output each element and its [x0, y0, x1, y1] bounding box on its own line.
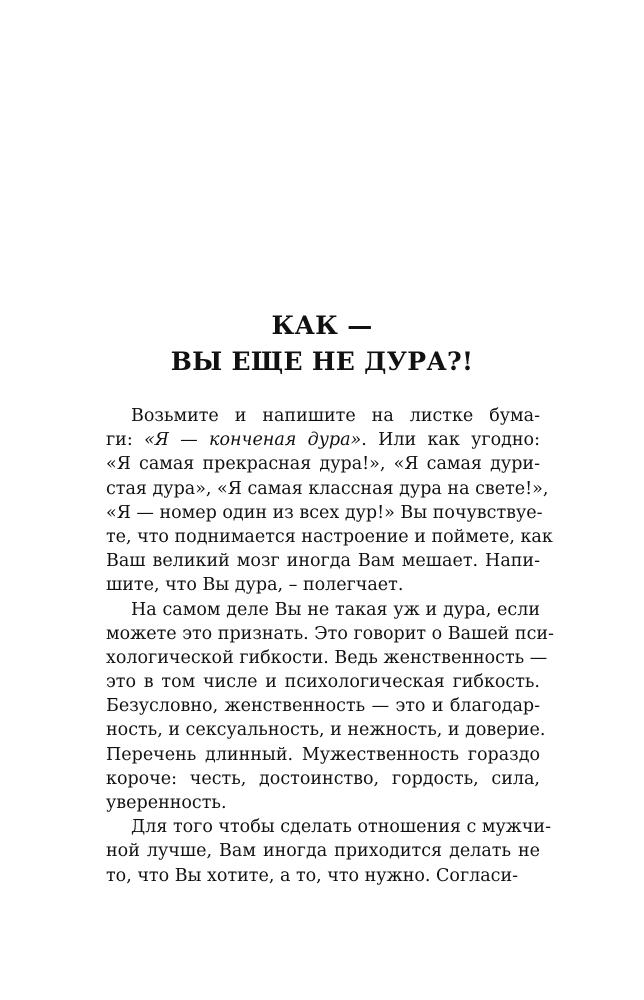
- paragraph: [106, 404, 553, 598]
- text-line: [106, 646, 548, 670]
- chapter-title: [0, 308, 644, 380]
- italic-text: «Я — конченая дура»: [144, 430, 362, 451]
- text-run: Безусловно, женственность — это и благодар-: [106, 696, 540, 717]
- text-line: [106, 670, 540, 694]
- paragraph: [106, 598, 554, 816]
- text-run: шите, что Вы дура, – полегчает.: [106, 575, 404, 596]
- text-line: [106, 791, 540, 815]
- text-line: [106, 525, 553, 549]
- text-line: [106, 598, 540, 622]
- text-line: [106, 501, 543, 525]
- text-run: На самом деле Вы не такая уж и дура, если: [131, 599, 540, 620]
- text-line: [106, 452, 540, 476]
- text-line: [106, 815, 551, 839]
- text-line: [106, 404, 540, 428]
- text-line: [106, 477, 549, 501]
- text-run: то, что Вы хотите, а то, что нужно. Согласи-: [106, 865, 519, 886]
- text-line: [106, 718, 546, 742]
- text-line: [106, 839, 540, 863]
- text-line: [106, 767, 540, 791]
- text-run: короче: честь, достоинство, гордость, сила,: [106, 768, 540, 789]
- text-line: [106, 549, 540, 573]
- text-line: [106, 694, 540, 718]
- text-run: те, что поднимается настроение и поймете, как: [106, 526, 553, 547]
- text-line: [106, 622, 554, 646]
- text-run: Для того чтобы сделать отношения с мужчи-: [131, 817, 551, 838]
- text-run: это в том числе и психологическая гибкость.: [106, 672, 540, 693]
- text-line: [106, 428, 540, 452]
- text-run: Ваш великий мозг иногда Вам мешает. Напи-: [106, 551, 540, 572]
- text-run: ги:: [106, 430, 145, 451]
- text-run: хологической гибкости. Ведь женственность —: [106, 647, 548, 668]
- text-run: «Я самая прекрасная дура!», «Я самая дури-: [106, 454, 540, 475]
- text-line: [106, 743, 540, 767]
- text-run: «Я — номер один из всех дур!» Вы почувствуе-: [106, 502, 543, 523]
- text-line: [106, 864, 540, 888]
- text-run: уверенность.: [106, 793, 227, 813]
- text-run: . Или как угодно:: [361, 430, 540, 451]
- text-run: ность, и сексуальность, и нежность, и доверие.: [106, 720, 546, 741]
- text-run: Перечень длинный. Мужественность гораздо: [106, 744, 540, 765]
- text-run: Возьмите и напишите на листке бума-: [131, 406, 540, 426]
- text-run: можете это признать. Это говорит о Вашей пси-: [106, 623, 554, 644]
- text-run: ной лучше, Вам иногда приходится делать не: [106, 841, 540, 862]
- chapter-title-line-1: КАК —: [271, 311, 373, 340]
- paragraph: [106, 815, 551, 888]
- text-run: стая дура», «Я самая классная дура на свете!»,: [106, 478, 549, 499]
- text-line: [106, 573, 540, 597]
- body-text: [106, 404, 554, 888]
- chapter-title-line-2: ВЫ ЕЩЕ НЕ ДУРА?!: [170, 347, 474, 376]
